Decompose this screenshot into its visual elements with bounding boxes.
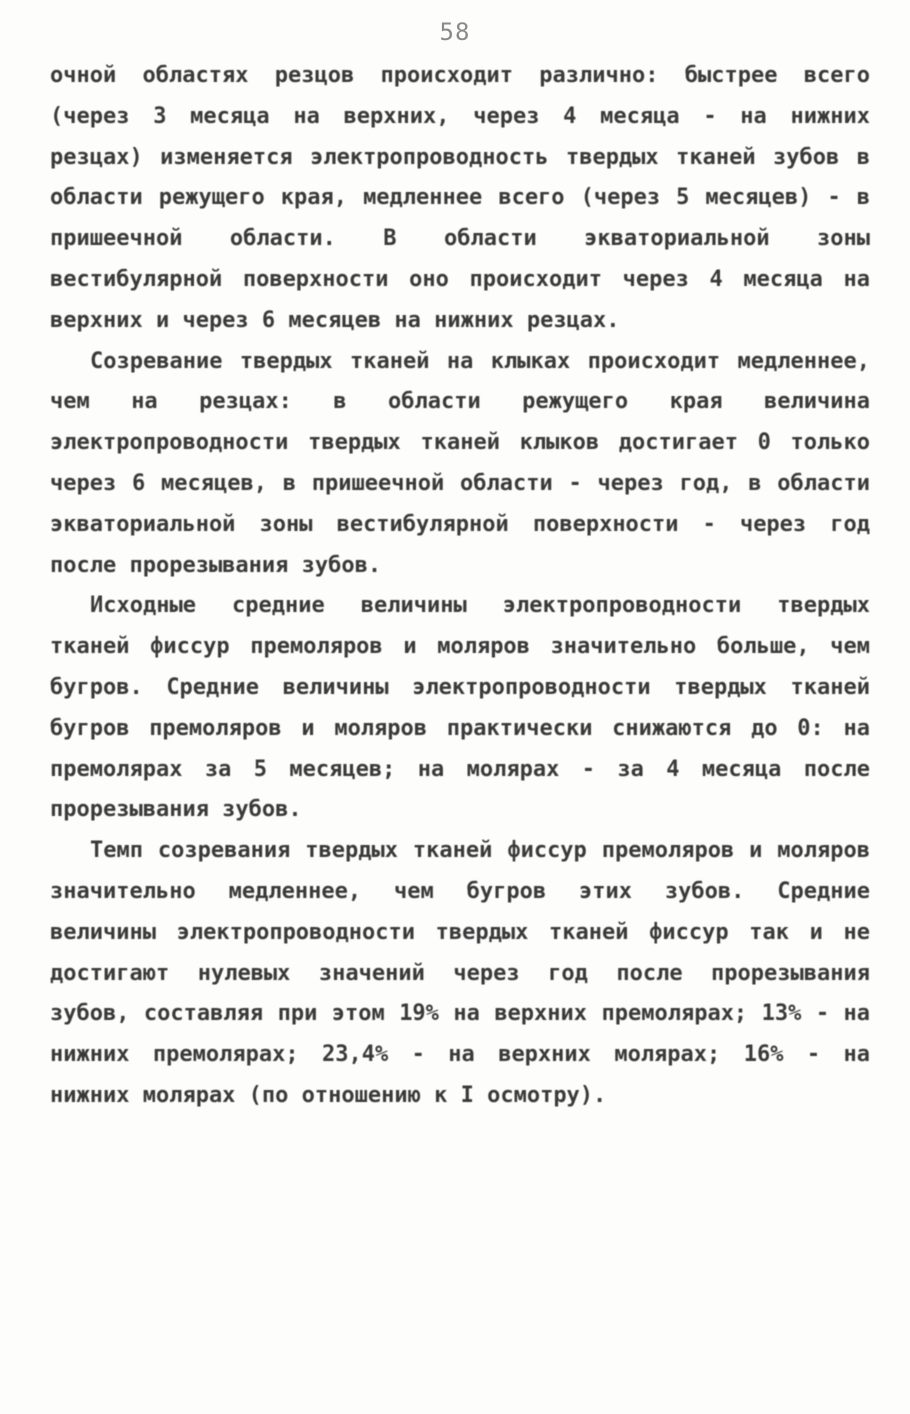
paragraph-3: Исходные средние величины электропроводности твердых тканей фиссур премоляров и моляров значительно больше, чем бугров. Средние величины электропроводности твердых тканей бугров премоляров и моляров практически снижаются до 0: на премолярах за 5 месяцев; на молярах - за 4 месяца после прорезывания зубов.: [50, 593, 870, 823]
document-body: [50, 56, 870, 1117]
page-number: 58: [439, 18, 471, 46]
paragraph-4: Темп созревания твердых тканей фиссур премоляров и моляров значительно медленнее, чем бугров этих зубов. Средние величины электропроводности твердых тканей фиссур так и не достигают нулевых значений через год после прорезывания зубов, составляя при этом 19% на верхних премолярах; 13% - на нижних премолярах; 23,4% - на верхних молярах; 16% - на нижних молярах (по отношению к I осмотру).: [50, 838, 870, 1108]
paragraph-1: очной областях резцов происходит различно: быстрее всего (через 3 месяца на верхних, через 4 месяца - на нижних резцах) изменяется электропроводность твердых тканей зубов в области режущего края, медленнее всего (через 5 месяцев) - в пришеечной области. В области экваториальной зоны вестибулярной поверхности оно происходит через 4 месяца на верхних и через 6 месяцев на нижних резцах.: [50, 63, 870, 333]
paragraph-2: Созревание твердых тканей на клыках происходит медленнее, чем на резцах: в области режущего края величина электропроводности твердых тканей клыков достигает 0 только через 6 месяцев, в пришеечной области - через год, в области экваториальной зоны вестибулярной поверхности - через год после прорезывания зубов.: [50, 348, 870, 578]
